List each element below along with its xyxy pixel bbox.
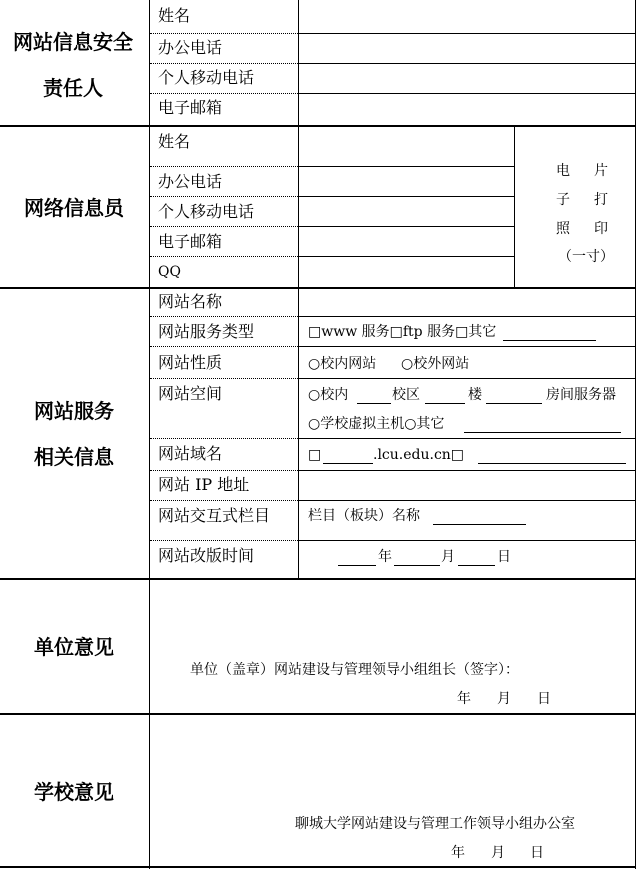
school-date-day: 日 [530, 845, 544, 861]
field-label-service-type: 网站服务类型 [158, 322, 255, 341]
staff-email-input[interactable] [300, 228, 513, 255]
domain-prefix-blank[interactable] [323, 463, 373, 464]
school-opinion-area[interactable] [151, 717, 634, 865]
row-divider [299, 93, 636, 94]
row-divider [150, 316, 298, 317]
nature-option-external[interactable]: ○校外网站 [401, 356, 470, 372]
staff-mobile-input[interactable] [300, 198, 513, 225]
responsible-email-input[interactable] [300, 95, 634, 124]
row-divider [299, 166, 514, 167]
row-divider [150, 226, 298, 227]
site-name-input[interactable] [300, 290, 634, 315]
revision-day-blank[interactable] [458, 565, 495, 566]
row-divider [299, 500, 636, 501]
section-title-service-line2: 相关信息 [34, 445, 114, 469]
section-title-staff: 网络信息员 [24, 196, 124, 220]
section-title-school: 学校意见 [34, 780, 114, 804]
room-blank[interactable] [486, 403, 542, 404]
ip-address-input[interactable] [300, 472, 634, 499]
revision-month-label: 月 [441, 549, 455, 565]
photo-label-char: 照 [556, 221, 570, 237]
unit-date-month: 月 [497, 691, 511, 707]
section-title-responsible-line2: 责任人 [43, 76, 103, 100]
row-divider [150, 63, 298, 64]
row-divider [150, 33, 298, 34]
row-divider [150, 540, 298, 541]
unit-sign-line: 单位（盖章）网站建设与管理领导小组组长（签字）： [190, 662, 519, 678]
field-label-email: 电子邮箱 [158, 98, 223, 117]
row-divider [299, 316, 636, 317]
row-divider [299, 540, 636, 541]
row-divider [150, 378, 298, 379]
field-label-site-name: 网站名称 [158, 292, 223, 311]
photo-label-char: 印 [594, 221, 608, 237]
service-type-other-blank[interactable] [503, 340, 596, 341]
school-date-month: 月 [491, 845, 505, 861]
row-divider [299, 346, 636, 347]
photo-label-char: 打 [594, 192, 608, 208]
section-title-unit: 单位意见 [34, 635, 114, 659]
field-label-domain: 网站域名 [158, 444, 223, 463]
section-title-responsible-line1: 网站信息安全 [13, 30, 133, 54]
field-label-site-space: 网站空间 [158, 384, 223, 403]
row-divider [150, 470, 298, 471]
photo-box[interactable] [515, 127, 634, 287]
space-option-virtual-host[interactable]: ○学校虚拟主机○其它 [308, 416, 445, 432]
section-divider-4 [0, 713, 636, 715]
unit-date-year: 年 [457, 691, 471, 707]
photo-label-char: 子 [556, 192, 570, 208]
space-other-blank[interactable] [464, 432, 621, 433]
row-divider [299, 470, 636, 471]
interactive-column-label: 栏目（板块）名称 [308, 508, 420, 524]
row-divider [299, 33, 636, 34]
column-divider-mid [298, 0, 299, 580]
row-divider [299, 256, 514, 257]
unit-opinion-area[interactable] [151, 582, 634, 712]
field-label-site-nature: 网站性质 [158, 353, 223, 372]
domain-checkbox[interactable]: □ [308, 447, 322, 463]
building-blank[interactable] [425, 403, 465, 404]
field-label-name: 姓名 [158, 6, 191, 25]
row-divider [299, 196, 514, 197]
field-label-name: 姓名 [158, 132, 191, 151]
section-divider-2 [0, 287, 636, 289]
school-date-year: 年 [451, 845, 465, 861]
responsible-name-input[interactable] [300, 2, 634, 32]
row-divider [299, 438, 636, 439]
row-divider [299, 226, 514, 227]
section-divider-3 [0, 578, 636, 580]
revision-month-blank[interactable] [394, 565, 440, 566]
staff-qq-input[interactable] [300, 258, 513, 286]
nature-option-internal[interactable]: ○校内网站 [308, 356, 377, 372]
field-label-revision-time: 网站改版时间 [158, 546, 255, 565]
photo-label-char: 电 [556, 163, 570, 179]
field-label-email: 电子邮箱 [158, 232, 223, 251]
space-label-building: 楼 [468, 387, 482, 403]
row-divider [150, 346, 298, 347]
unit-date-day: 日 [537, 691, 551, 707]
section-title-service-line1: 网站服务 [34, 399, 114, 423]
row-divider [150, 166, 298, 167]
revision-year-blank[interactable] [338, 565, 376, 566]
domain-other-blank[interactable] [478, 463, 626, 464]
field-label-interactive: 网站交互式栏目 [158, 506, 271, 525]
field-label-mobile: 个人移动电话 [158, 202, 255, 221]
row-divider [150, 438, 298, 439]
space-option-campus[interactable]: ○校内 [308, 387, 349, 403]
photo-label-char: 片 [594, 163, 608, 179]
space-label-campus: 校区 [392, 387, 420, 403]
staff-name-input[interactable] [300, 128, 513, 165]
campus-blank[interactable] [357, 403, 391, 404]
interactive-column-blank[interactable] [433, 524, 526, 525]
staff-office-phone-input[interactable] [300, 168, 513, 195]
field-label-office-phone: 办公电话 [158, 172, 223, 191]
field-label-mobile: 个人移动电话 [158, 68, 255, 87]
row-divider [150, 500, 298, 501]
responsible-office-phone-input[interactable] [300, 35, 634, 62]
revision-year-label: 年 [378, 549, 392, 565]
responsible-mobile-input[interactable] [300, 65, 634, 92]
right-border [635, 0, 636, 869]
row-divider [299, 378, 636, 379]
service-type-options[interactable]: □www 服务□ftp 服务□其它 [308, 324, 497, 340]
domain-suffix[interactable]: .lcu.edu.cn□ [373, 447, 465, 463]
field-label-ip: 网站 IP 地址 [158, 475, 250, 494]
bottom-border [0, 866, 636, 868]
row-divider [299, 63, 636, 64]
field-label-qq: QQ [158, 264, 181, 280]
field-label-office-phone: 办公电话 [158, 38, 223, 57]
column-divider-left [149, 0, 150, 869]
photo-size-label: （一寸） [558, 249, 614, 265]
row-divider [150, 93, 298, 94]
revision-day-label: 日 [497, 549, 511, 565]
space-label-room-server: 房间服务器 [546, 387, 616, 403]
row-divider [150, 196, 298, 197]
school-sign-line: 聊城大学网站建设与管理工作领导小组办公室 [295, 816, 575, 832]
row-divider [150, 256, 298, 257]
